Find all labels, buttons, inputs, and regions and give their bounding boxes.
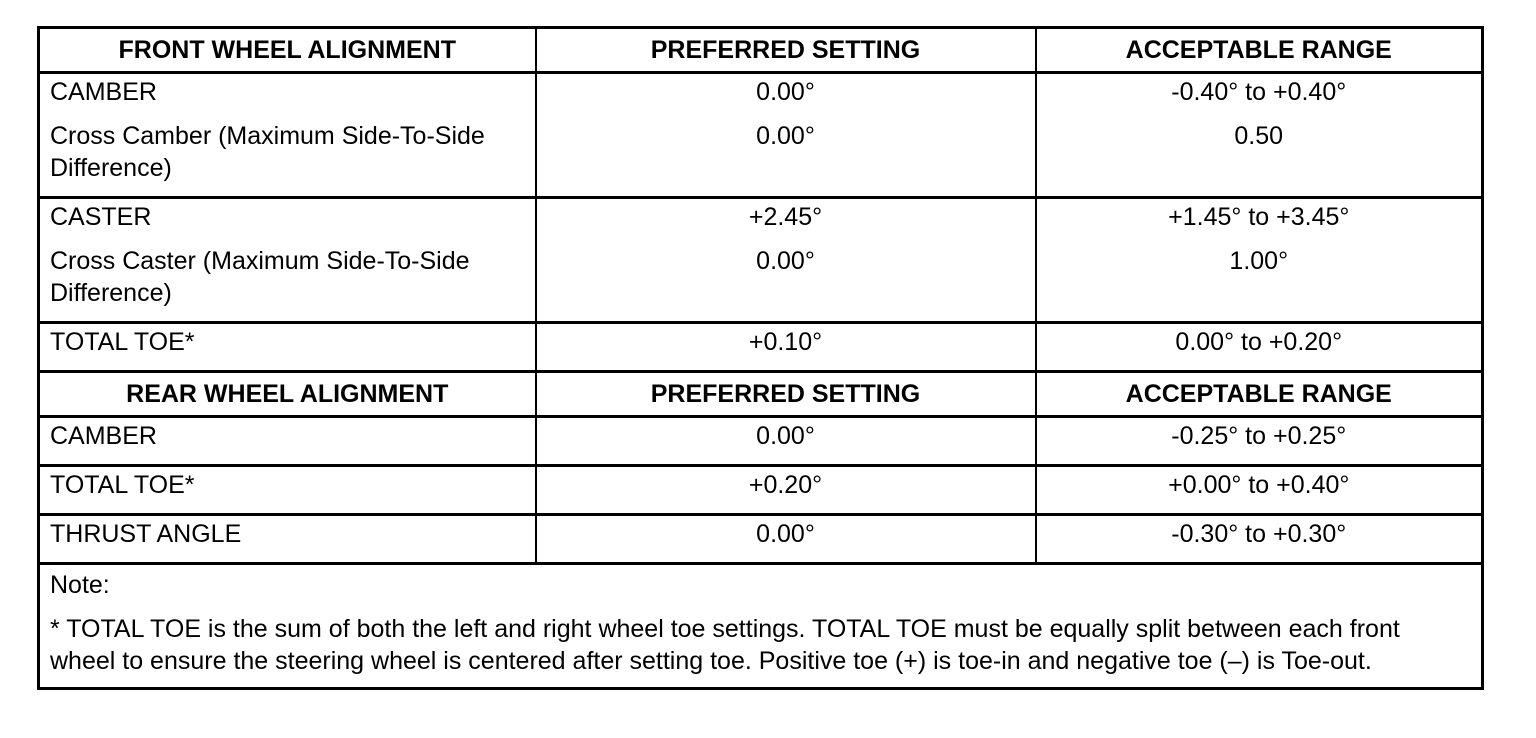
- preferred-setting-heading: PREFERRED SETTING: [536, 28, 1036, 73]
- table-row: [39, 245, 1483, 323]
- range-value: 1.00°: [1036, 245, 1483, 323]
- front-header-row: [39, 28, 1483, 73]
- row-label: TOTAL TOE*: [39, 466, 536, 515]
- preferred-value: 0.00°: [536, 120, 1036, 198]
- range-value: -0.25° to +0.25°: [1036, 417, 1483, 466]
- table-row: [39, 120, 1483, 198]
- front-section-heading: FRONT WHEEL ALIGNMENT: [39, 28, 536, 73]
- note-heading: Note:: [50, 571, 110, 599]
- preferred-value: +0.20°: [536, 466, 1036, 515]
- table-row: [39, 417, 1483, 466]
- table-row: [39, 198, 1483, 246]
- table-row: [39, 515, 1483, 564]
- preferred-value: +0.10°: [536, 323, 1036, 372]
- preferred-value: +2.45°: [536, 198, 1036, 246]
- row-label: CASTER: [39, 198, 536, 246]
- row-label: CAMBER: [39, 73, 536, 121]
- range-value: +0.00° to +0.40°: [1036, 466, 1483, 515]
- note-row: [39, 564, 1483, 689]
- row-label: THRUST ANGLE: [39, 515, 536, 564]
- preferred-value: 0.00°: [536, 73, 1036, 121]
- range-value: 0.50: [1036, 120, 1483, 198]
- row-label: TOTAL TOE*: [39, 323, 536, 372]
- row-label: CAMBER: [39, 417, 536, 466]
- preferred-value: 0.00°: [536, 515, 1036, 564]
- preferred-setting-heading: PREFERRED SETTING: [536, 372, 1036, 417]
- acceptable-range-heading: ACCEPTABLE RANGE: [1036, 28, 1483, 73]
- range-value: +1.45° to +3.45°: [1168, 203, 1350, 231]
- range-value: -0.40° to +0.40°: [1171, 78, 1347, 106]
- note-text: * TOTAL TOE is the sum of both the left and right wheel toe settings. TOTAL TOE must be equally split between each front wheel to ensure the steering wheel is centered after setting toe. Positive toe (+) is toe-in and negative toe (–) is Toe-out.: [50, 615, 1400, 675]
- row-label: Cross Caster (Maximum Side-To-Side Difference): [39, 245, 536, 323]
- rear-header-row: [39, 372, 1483, 417]
- row-label: Cross Camber (Maximum Side-To-Side Difference): [39, 120, 536, 198]
- preferred-value: 0.00°: [536, 245, 1036, 323]
- preferred-value: 0.00°: [536, 417, 1036, 466]
- table-row: [39, 323, 1483, 372]
- wheel-alignment-spec-table: [37, 26, 1484, 690]
- table-row: [39, 73, 1483, 121]
- table-row: [39, 466, 1483, 515]
- range-value: 0.00° to +0.20°: [1175, 328, 1343, 356]
- range-value: -0.30° to +0.30°: [1171, 520, 1347, 548]
- note-cell: [39, 564, 1483, 689]
- rear-section-heading: REAR WHEEL ALIGNMENT: [39, 372, 536, 417]
- acceptable-range-heading: ACCEPTABLE RANGE: [1036, 372, 1483, 417]
